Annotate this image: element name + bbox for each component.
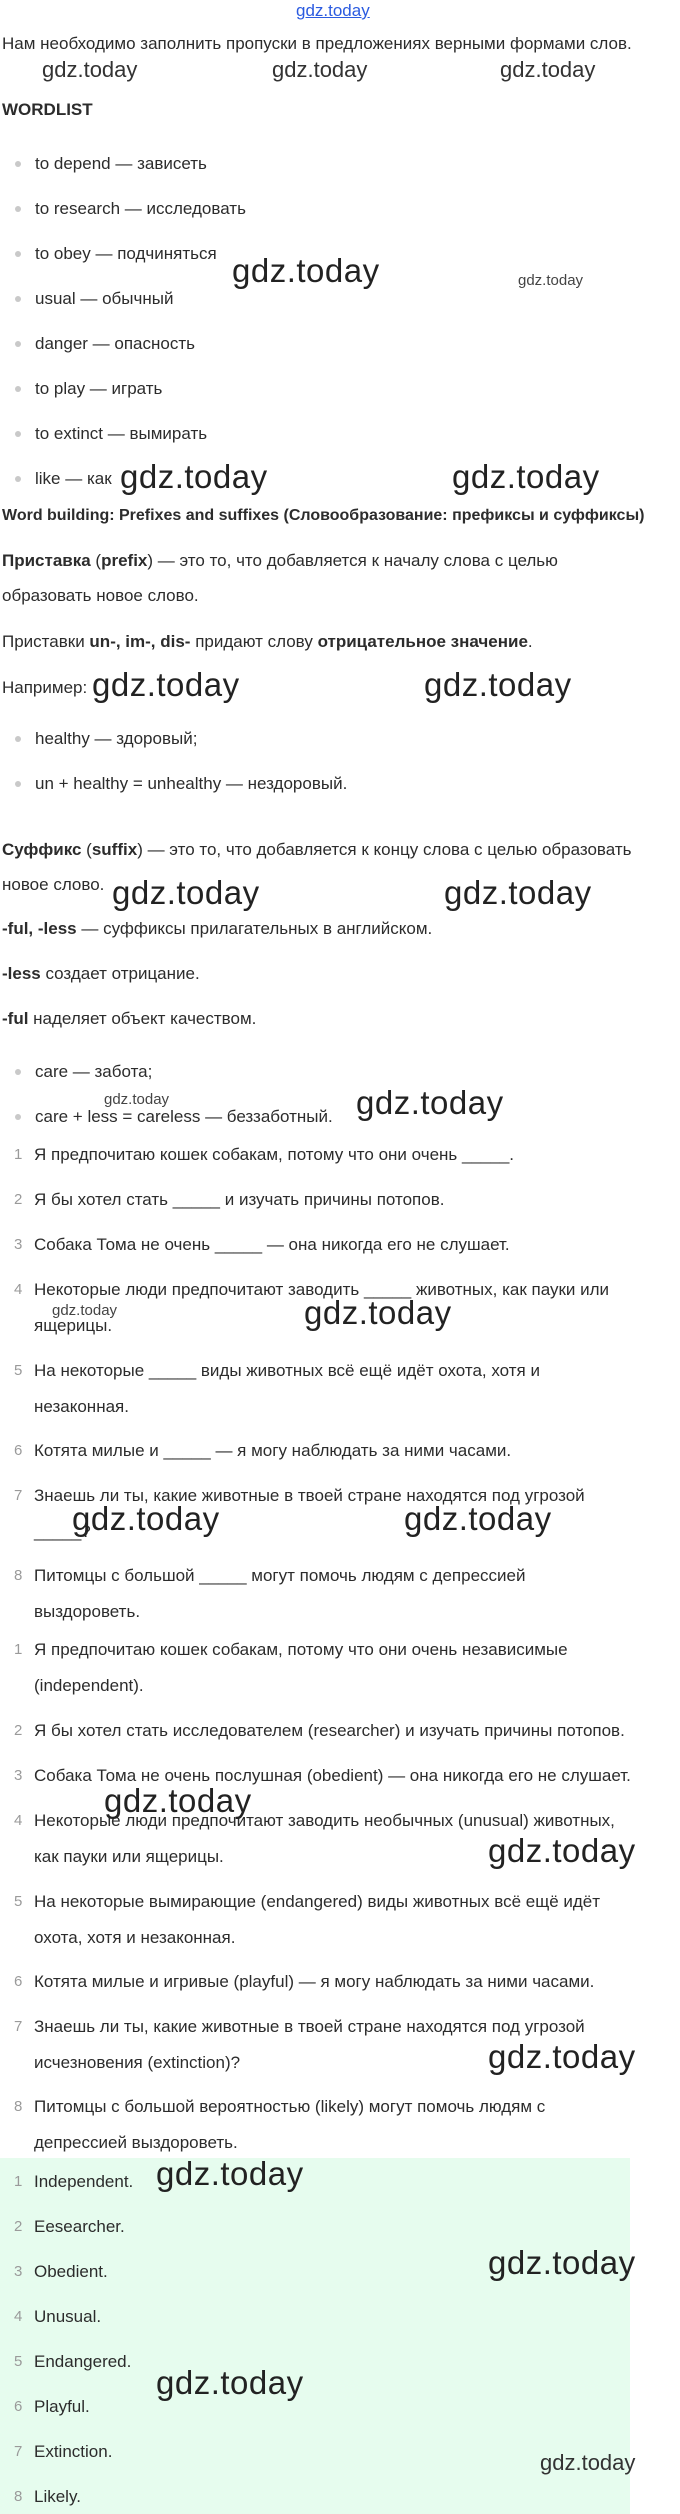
item-number: 6: [14, 1442, 23, 1459]
watermark: gdz.today: [156, 2364, 304, 2401]
item-number: 2: [14, 1191, 23, 1208]
watermark: gdz.today: [488, 2038, 636, 2075]
list-item: care — забота;: [10, 1060, 333, 1105]
watermark: gdz.today: [356, 1084, 504, 1121]
suffix-definition: Суффикс (suffix) — это то, что добавляется к концу слова с целью образовать новое слово.: [2, 840, 632, 894]
suffix-rule-text: — суффиксы прилагательных в английском.: [76, 919, 433, 938]
watermark: gdz.today: [156, 2155, 304, 2192]
prefix-rule: [2, 624, 678, 659]
watermark: gdz.today: [112, 874, 260, 911]
list-item: like — как: [10, 467, 246, 512]
prefix-definition: Приставка (prefix) — это то, что добавляется к началу слова с целью образовать новое слово.: [2, 551, 558, 605]
item-number: 8: [14, 1567, 23, 1584]
suffix-term-en: suffix: [91, 840, 138, 859]
item-text: Некоторые люди предпочитают заводить _____ животных, как пауки или ящерицы.: [34, 1280, 610, 1335]
item-number: 1: [14, 1641, 23, 1658]
item-number: 2: [14, 2218, 23, 2235]
item-number: 4: [14, 1812, 23, 1829]
item-text: Собака Тома не очень послушная (obedient) — она никогда его не слушает.: [34, 1766, 631, 1785]
watermark: gdz.today: [232, 252, 380, 289]
item-text: Котята милые и _____ — я могу наблюдать за ними часами.: [34, 1441, 512, 1460]
item-number: 1: [14, 2173, 23, 2190]
prefix-term-en: prefix: [101, 551, 148, 570]
suffix-rule-2: [2, 956, 678, 991]
site-mark-link[interactable]: gdz.today: [296, 1, 370, 20]
item-number: 5: [14, 2353, 23, 2370]
watermark: gdz.today: [272, 57, 368, 82]
item-number: 7: [14, 2018, 23, 2035]
suffix-def-rest: — это то, что добавляется к концу слова с целью образовать: [142, 840, 632, 859]
prefix-rule-end: .: [527, 632, 533, 651]
item-number: 5: [14, 1362, 23, 1379]
prefix-examples: [10, 727, 347, 817]
item-number: 2: [14, 1722, 23, 1739]
item-text: Знаешь ли ты, какие животные в твоей стране находятся под угрозой _____?: [34, 1486, 585, 1541]
watermark: gdz.today: [104, 1782, 252, 1819]
watermark: gdz.today: [540, 2450, 636, 2475]
answer-text: Playful.: [34, 2397, 90, 2416]
item-text: Я бы хотел стать _____ и изучать причины потопов.: [34, 1190, 445, 1209]
item-number: 3: [14, 1767, 23, 1784]
suffix-rule-1: [2, 911, 678, 946]
prefix-rule-lead: Приставки: [2, 632, 90, 651]
list-item: un + healthy = unhealthy — нездоровый.: [10, 772, 347, 817]
answer-text: Likely.: [34, 2487, 81, 2506]
watermark: gdz.today: [120, 458, 268, 495]
item-text: Собака Тома не очень _____ — она никогда его не слушает.: [34, 1235, 510, 1254]
list-item: care + less = careless — беззаботный.: [10, 1105, 333, 1150]
item-number: 7: [14, 2443, 23, 2460]
watermark: gdz.today: [404, 1500, 552, 1537]
wordlist-heading: WORDLIST: [2, 100, 93, 119]
prefix-rule-mid: придают слову: [190, 632, 318, 651]
example-label: Например:: [2, 678, 88, 697]
answer-text: Endangered.: [34, 2352, 132, 2371]
prefix-rule-emph: отрицательное значение: [317, 632, 528, 651]
item-text: Знаешь ли ты, какие животные в твоей стране находятся под угрозой исчезновения (extinction)?: [34, 2017, 585, 2072]
item-number: 1: [14, 1146, 23, 1163]
watermark: gdz.today: [424, 666, 572, 703]
item-text: Некоторые люди предпочитают заводить необычных (unusual) животных, как пауки или ящерицы.: [34, 1811, 615, 1866]
answer-text: Unusual.: [34, 2307, 102, 2326]
watermark: gdz.today: [304, 1294, 452, 1331]
item-text: Питомцы с большой _____ могут помочь людям с депрессией выздороветь.: [34, 1566, 526, 1621]
answer-text: Extinction.: [34, 2442, 113, 2461]
item-number: 5: [14, 1893, 23, 1910]
watermark: gdz.today: [500, 57, 596, 82]
list-item: usual — обычный: [10, 287, 246, 332]
item-number: 3: [14, 2263, 23, 2280]
prefix-def-rest2: образовать новое слово.: [2, 586, 199, 605]
watermark: gdz.today: [488, 2244, 636, 2281]
watermark: gdz.today: [104, 1091, 170, 1108]
answer-text: Obedient.: [34, 2262, 108, 2281]
list-item: to play — играть: [10, 377, 246, 422]
list-item: danger — опасность: [10, 332, 246, 377]
item-number: 4: [14, 1281, 23, 1298]
item-number: 4: [14, 2308, 23, 2325]
answers-box: [0, 2158, 630, 2514]
prefix-term: Приставка: [2, 551, 91, 570]
watermark: gdz.today: [92, 666, 240, 703]
answer-text: Independent.: [34, 2172, 134, 2191]
suffix-def-rest2: новое слово.: [2, 875, 105, 894]
list-item: to research — исследовать: [10, 197, 246, 242]
watermark: gdz.today: [488, 1832, 636, 1869]
watermark: gdz.today: [72, 1500, 220, 1537]
list-item: to depend — зависеть: [10, 152, 246, 197]
suffix-rule-key: -ful: [2, 1009, 29, 1028]
watermark: gdz.today: [52, 1302, 118, 1319]
item-number: 8: [14, 2098, 23, 2115]
suffix-rule-key: -less: [2, 964, 41, 983]
list-item: to extinct — вымирать: [10, 422, 246, 467]
item-text: Питомцы с большой вероятностью (likely) могут помочь людям с депрессией выздороветь.: [34, 2097, 546, 2152]
prefix-def-rest: — это то, что добавляется к началу слова с целью: [153, 551, 558, 570]
item-text: Котята милые и игривые (playful) — я могу наблюдать за ними часами.: [34, 1972, 595, 1991]
item-number: 6: [14, 2398, 23, 2415]
suffix-rule-text: наделяет объект качеством.: [28, 1009, 257, 1028]
item-text: На некоторые вымирающие (endangered) виды животных всё ещё идёт охота, хотя и незаконная.: [34, 1892, 601, 1947]
item-text: Я предпочитаю кошек собакам, потому что они очень независимые (independent).: [34, 1640, 568, 1695]
suffix-rule-3: [2, 1001, 678, 1036]
watermark: gdz.today: [452, 458, 600, 495]
suffix-rule-text: создает отрицание.: [40, 964, 200, 983]
watermark: gdz.today: [518, 272, 584, 289]
item-number: 6: [14, 1973, 23, 1990]
suffix-rule-key: -ful, -less: [2, 919, 77, 938]
watermark: gdz.today: [444, 874, 592, 911]
item-number: 7: [14, 1487, 23, 1504]
prefix-list: un-, im-, dis-: [89, 632, 191, 651]
item-text: Я предпочитаю кошек собакам, потому что они очень _____.: [34, 1145, 514, 1164]
suffix-term: Суффикс: [2, 840, 82, 859]
watermark: gdz.today: [42, 57, 138, 82]
item-text: На некоторые _____ виды животных всё ещё идёт охота, хотя и незаконная.: [34, 1361, 540, 1416]
item-number: 8: [14, 2488, 23, 2505]
item-number: 3: [14, 1236, 23, 1253]
answer-text: Eesearcher.: [34, 2217, 125, 2236]
list-item: to obey — подчиняться: [10, 242, 246, 287]
item-text: Я бы хотел стать исследователем (researcher) и изучать причины потопов.: [34, 1721, 625, 1740]
intro-text: Нам необходимо заполнить пропуски в предложениях верными формами слов.: [2, 34, 632, 53]
list-item: healthy — здоровый;: [10, 727, 347, 772]
word-building-heading: Word building: Prefixes and suffixes (Словообразование: префиксы и суффиксы): [2, 507, 645, 524]
